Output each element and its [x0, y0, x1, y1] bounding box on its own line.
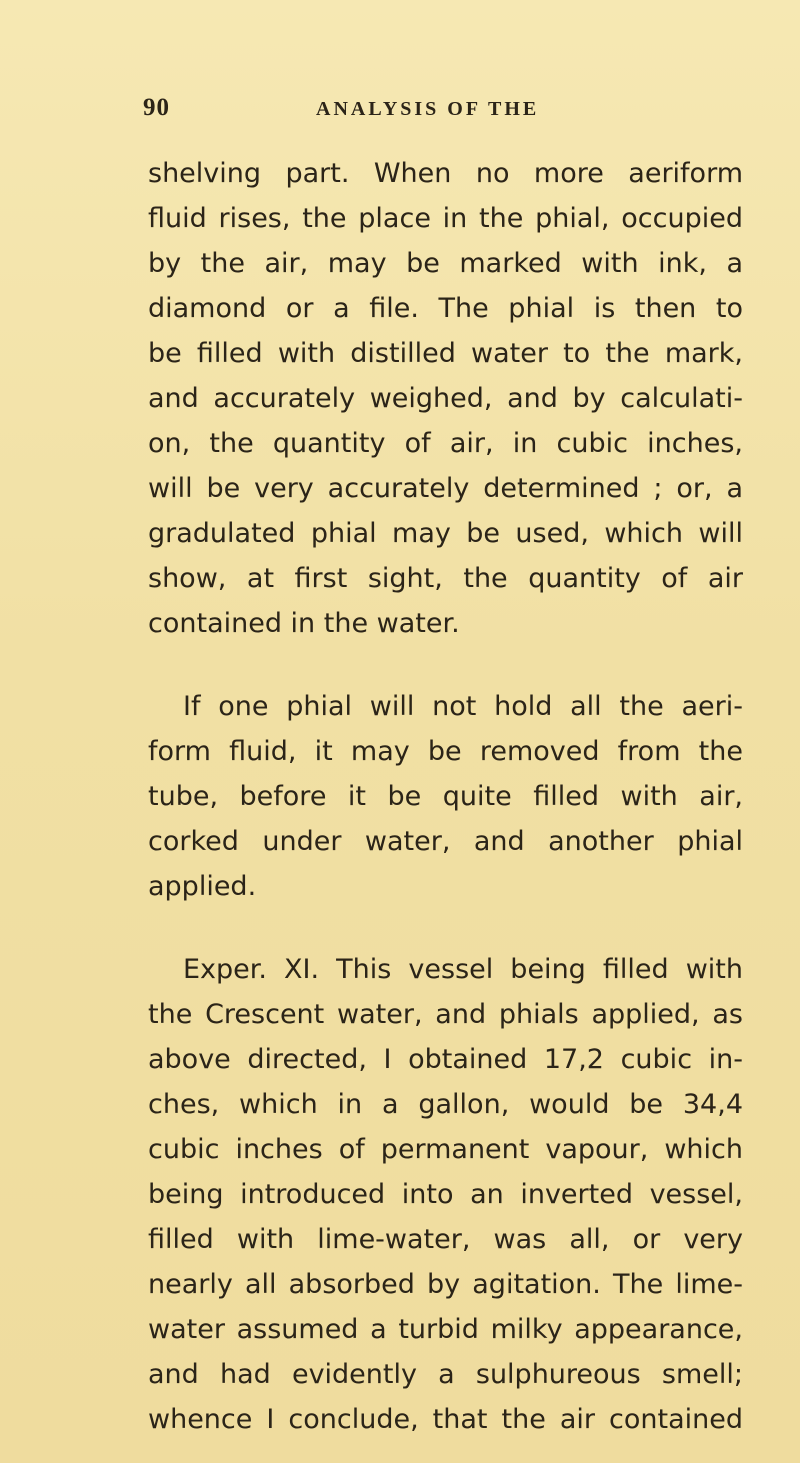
text-line: fluid rises, the place in the phial, occupied — [148, 203, 743, 234]
paragraph-gap — [148, 909, 743, 947]
text-line: gradulated phial may be used, which will — [148, 518, 743, 549]
text-line: tube, before it be quite filled with air, — [148, 781, 743, 812]
text-line: applied. — [148, 871, 257, 902]
text-line: by the air, may be marked with ink, a — [148, 248, 743, 279]
text-line: cubic inches of permanent vapour, which — [148, 1134, 743, 1165]
text-line: be filled with distilled water to the mark, — [148, 338, 743, 369]
text-line: filled with lime-water, was all, or very — [148, 1224, 743, 1255]
text-line: form fluid, it may be removed from the — [148, 736, 743, 767]
text-line: water assumed a turbid milky appearance, — [148, 1314, 743, 1345]
paragraph-3 — [148, 947, 743, 1442]
text-line: shelving part. When no more aeriform — [148, 158, 743, 189]
text-line: Exper. XI. This vessel being filled with — [183, 954, 743, 985]
text-line: the Crescent water, and phials applied, as — [148, 999, 743, 1030]
paragraph-2 — [148, 684, 743, 909]
page-number: 90 — [143, 94, 170, 121]
text-line: If one phial will not hold all the aeri- — [183, 691, 743, 722]
text-line: will be very accurately determined ; or, a — [148, 473, 743, 504]
text-line: whence I conclude, that the air contained — [148, 1404, 743, 1435]
text-line: and had evidently a sulphureous smell; — [148, 1359, 743, 1390]
page-header — [143, 94, 743, 128]
text-line: ches, which in a gallon, would be 34,4 — [148, 1089, 743, 1120]
running-head: ANALYSIS OF THE — [316, 98, 540, 120]
text-line: above directed, I obtained 17,2 cubic in- — [148, 1044, 743, 1075]
text-line: contained in the water. — [148, 608, 460, 639]
text-line: nearly all absorbed by agitation. The lime- — [148, 1269, 743, 1300]
text-line: being introduced into an inverted vessel, — [148, 1179, 743, 1210]
paragraph-gap — [148, 646, 743, 684]
paragraph-1 — [148, 151, 743, 646]
text-line: on, the quantity of air, in cubic inches, — [148, 428, 743, 459]
text-line: corked under water, and another phial — [148, 826, 743, 857]
text-line: show, at first sight, the quantity of air — [148, 563, 743, 594]
text-line: diamond or a file. The phial is then to — [148, 293, 743, 324]
body-text — [148, 151, 743, 1442]
text-line: and accurately weighed, and by calculati- — [148, 383, 743, 414]
